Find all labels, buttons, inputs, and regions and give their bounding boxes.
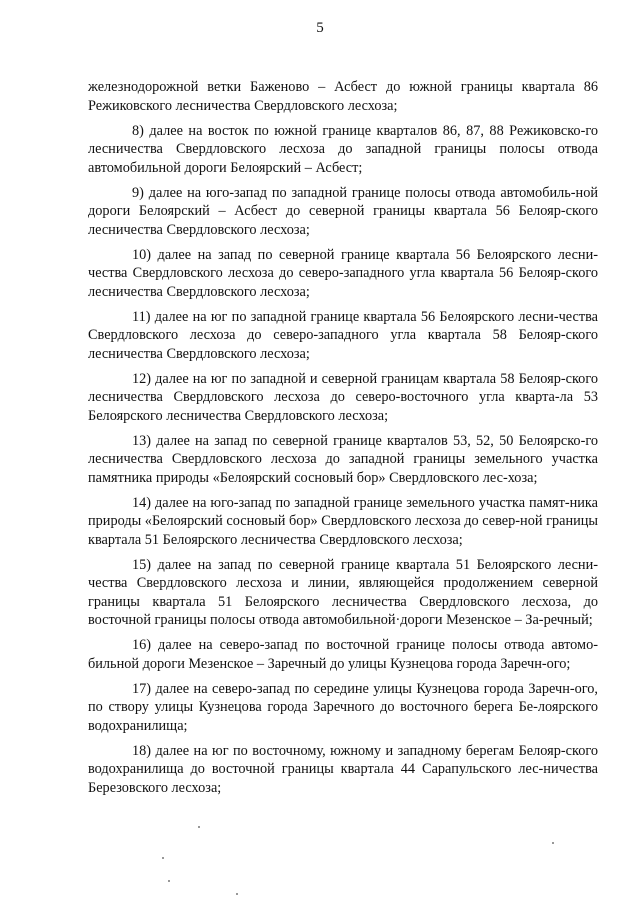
paragraph-item-18: 18) далее на юг по восточному, южному и западному берегам Белояр-ского водохранилища до восточной границы квартала 44 Сарапульского лес-ничества Березовского лесхоза;: [88, 742, 598, 796]
document-body: [88, 78, 598, 804]
paragraph-item-9: 9) далее на юго-запад по западной границе полосы отвода автомобиль-ной дороги Белоярский – Асбест до северной границы квартала 56 Белояр-ского лесничества Свердловского лесхоза;: [88, 184, 598, 238]
scan-speck: [552, 842, 554, 844]
page-number: 5: [316, 20, 324, 36]
paragraph-continuation: железнодорожной ветки Баженово – Асбест до южной границы квартала 86 Режиковского лесничества Свердловского лесхоза;: [88, 79, 598, 114]
scan-speck: [198, 826, 200, 828]
paragraph-item-8: 8) далее на восток по южной границе кварталов 86, 87, 88 Режиковско-го лесничества Свердловского лесхоза до западной границы полосы отвода автомобильной дороги Белоярский – Асбест;: [88, 122, 598, 176]
paragraph-item-16: 16) далее на северо-запад по восточной границе полосы отвода автомо-бильной дороги Мезенское – Заречный до улицы Кузнецова города Заречн-ого;: [88, 637, 598, 672]
paragraph-item-15: 15) далее на запад по северной границе квартала 51 Белоярского лесни-чества Свердловского лесхоза и линии, являющейся продолжением северной границы квартала 51 Белоярского лесничества Свердловского лесхоза, до восточной границы полосы отвода автомобильной·дороги Мезенское – За-речный;: [88, 556, 598, 628]
scan-speck: [236, 893, 238, 895]
paragraph-item-13: 13) далее на запад по северной границе кварталов 53, 52, 50 Белоярско-го лесничества Свердловского лесхоза до западной границы земельного участка памятника природы «Белоярский сосновый бор» Свердловского лес-хоза;: [88, 432, 598, 486]
scan-speck: [168, 880, 170, 882]
paragraph-item-17: 17) далее на северо-запад по середине улицы Кузнецова города Заречн-ого, по створу улицы Кузнецова города Заречного до восточного берега Бе-лоярского водохранилища;: [88, 680, 598, 734]
paragraph-item-11: 11) далее на юг по западной границе квартала 56 Белоярского лесни-чества Свердловского лесхоза до северо-западного угла квартала 58 Белояр-ского лесничества Свердловского лесхоза;: [88, 308, 598, 362]
scan-speck: [162, 857, 164, 859]
paragraph-item-14: 14) далее на юго-запад по западной границе земельного участка памят-ника природы «Белоярский сосновый бор» Свердловского лесхоза до север-ной границы квартала 51 Белоярского лесничества Свердловского лесхоза;: [88, 494, 598, 548]
paragraph-item-10: 10) далее на запад по северной границе квартала 56 Белоярского лесни-чества Свердловского лесхоза до северо-западного угла квартала 56 Белояр-ского лесничества Свердловского лесхоза;: [88, 246, 598, 300]
paragraph-item-12: 12) далее на юг по западной и северной границам квартала 58 Белояр-ского лесничества Свердловского лесхоза до северо-восточного угла кварта-ла 53 Белоярского лесничества Свердловского лесхоза;: [88, 370, 598, 424]
